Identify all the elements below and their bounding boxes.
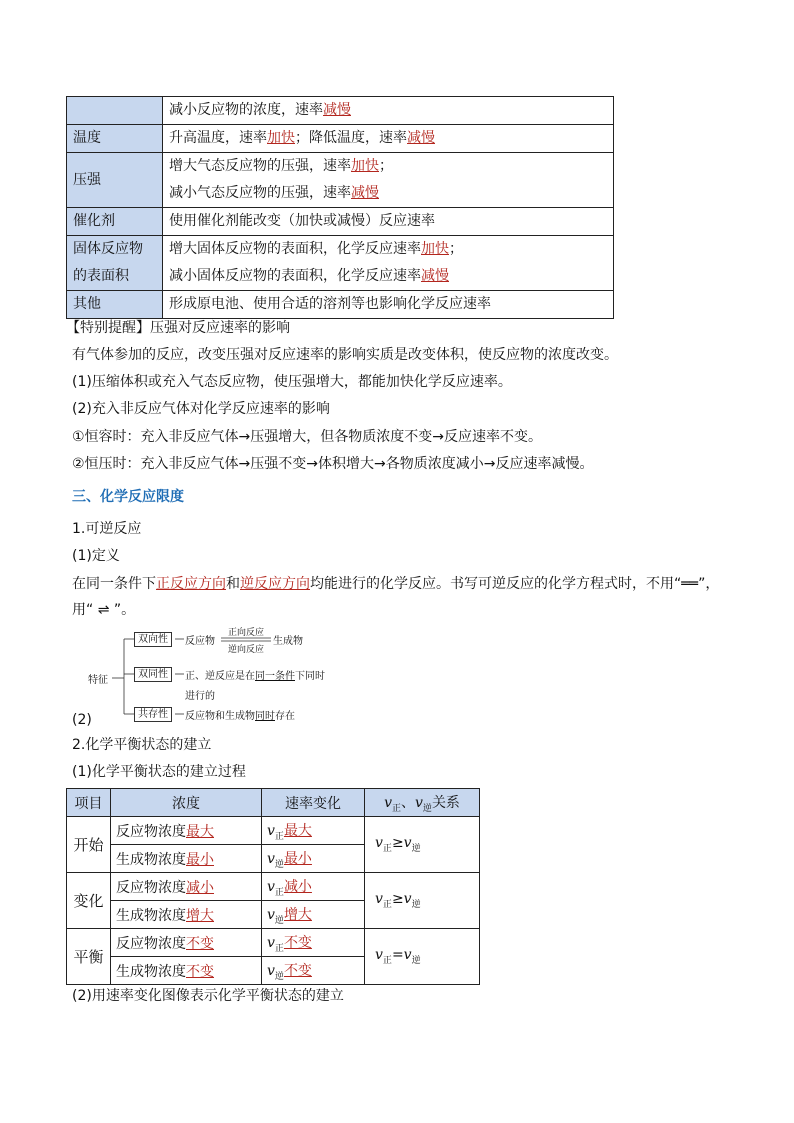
highlight-text: 不变	[186, 963, 214, 980]
text-span: v	[267, 878, 275, 895]
diagram-text: 进行的	[185, 691, 215, 702]
text-span: v	[403, 835, 412, 852]
concentration-cell	[111, 873, 262, 901]
text-span: 逆	[411, 955, 421, 966]
table-row	[67, 236, 614, 291]
highlight-text: 不变	[186, 935, 214, 952]
stage-cell: 变化	[67, 873, 111, 929]
rate-cell	[262, 817, 365, 845]
table-row	[67, 873, 480, 901]
text-span: 正	[274, 943, 284, 954]
highlight-text: 最大	[186, 823, 214, 840]
row-head: 压强	[67, 153, 163, 208]
cell-text: ；	[449, 241, 463, 257]
text-span: 逆	[274, 859, 284, 870]
factor-table	[66, 96, 614, 319]
reminder-paragraph: (2)充入非反应气体对化学反应速率的影响	[72, 401, 330, 417]
text-span: 下同时	[295, 671, 325, 682]
text-span: v	[267, 822, 275, 839]
row-head: 温度	[67, 125, 163, 153]
concentration-cell	[111, 929, 262, 957]
relation-cell	[365, 929, 480, 985]
row-head	[67, 97, 163, 125]
cell-text: 减小反应物的浓度，速率	[169, 102, 323, 118]
cell-text: 增大气态反应物的压强，速率	[169, 158, 351, 174]
text-span: 正	[382, 843, 392, 854]
text-span: 均能进行的化学反应。书写可逆反应的化学方程式时，不用“══”，	[310, 576, 720, 592]
text-span: 存在	[275, 711, 295, 722]
subheading: (1)化学平衡状态的建立过程	[72, 764, 246, 780]
row-content	[163, 153, 614, 208]
row-content	[163, 97, 614, 125]
relation-cell	[365, 873, 480, 929]
definition-text	[72, 574, 719, 594]
header-cell: 项目	[67, 789, 111, 817]
text-span: 反应物浓度	[116, 935, 186, 952]
section-heading: 三、化学反应限度	[72, 489, 184, 505]
table-row	[67, 817, 480, 845]
text-span: 生成物浓度	[116, 963, 186, 980]
highlight-text: 减小	[186, 879, 214, 896]
cell-text: ；	[379, 158, 393, 174]
text-span: 反应物浓度	[116, 879, 186, 896]
table-header-row	[67, 789, 480, 817]
row-content: 形成原电池、使用合适的溶剂等也影响化学反应速率	[163, 291, 614, 319]
text-span: 同一条件	[255, 671, 295, 682]
rate-cell	[262, 901, 365, 929]
cell-text: 升高温度，速率	[169, 130, 267, 146]
diagram-root: 特征	[88, 675, 108, 686]
text-span: 逆	[422, 803, 432, 814]
diagram-text	[185, 707, 295, 722]
text-span: 反应物和生成物	[185, 711, 255, 722]
row-content	[163, 125, 614, 153]
text-span: 正	[382, 955, 392, 966]
text-span: 同时	[255, 711, 275, 722]
equilibrium-table	[66, 788, 480, 985]
row-head: 其他	[67, 291, 163, 319]
text-span: 在同一条件下	[72, 576, 156, 592]
highlight-text: 逆反应方向	[240, 576, 310, 592]
table-row	[67, 291, 614, 319]
reminder-paragraph: ②恒压时：充入非反应气体→压强不变→体积增大→各物质浓度减小→反应速率减慢。	[72, 456, 594, 472]
diagram-text: 生成物	[273, 636, 303, 647]
row-head: 催化剂	[67, 208, 163, 236]
item-label: (2)	[72, 712, 92, 728]
text-span: 关系	[431, 794, 460, 811]
reminder-paragraph: (1)压缩体积或充入气态反应物，使压强增大，都能加快化学反应速率。	[72, 374, 512, 390]
text-span: v	[415, 794, 423, 811]
text-span: 生成物浓度	[116, 907, 186, 924]
header-cell: 速率变化	[262, 789, 365, 817]
highlight-text: 最小	[186, 851, 214, 868]
highlight-text: 减慢	[421, 268, 449, 284]
concentration-cell	[111, 901, 262, 929]
text-span: v	[375, 891, 383, 908]
highlight-text: 增大	[283, 906, 312, 923]
text-span: 逆	[274, 915, 284, 926]
highlight-text: 增大	[186, 907, 214, 924]
text-span: ≥	[391, 835, 404, 852]
text-span: 、	[401, 794, 415, 811]
reminder-paragraph: ①恒容时：充入非反应气体→压强增大，但各物质浓度不变→反应速率不变。	[72, 429, 543, 445]
table-row	[67, 153, 614, 208]
highlight-text: 减小	[283, 878, 312, 895]
definition-text: 用“ ⇌ ”。	[72, 602, 136, 618]
diagram-text: 逆向反应	[228, 645, 265, 655]
text-span: 正	[274, 831, 284, 842]
diagram-box: 双向性	[134, 632, 172, 647]
text-span: v	[267, 906, 275, 923]
highlight-text: 正反应方向	[156, 576, 226, 592]
text-span: 正	[391, 803, 401, 814]
cell-text: 增大固体反应物的表面积，化学反应速率	[169, 241, 421, 257]
text-span: v	[267, 962, 275, 979]
highlight-text: 不变	[283, 934, 312, 951]
highlight-text: 减慢	[323, 102, 351, 118]
subheading: 2.化学平衡状态的建立	[72, 737, 212, 753]
header-cell: 浓度	[111, 789, 262, 817]
text-span: v	[403, 891, 412, 908]
highlight-text: 不变	[283, 962, 312, 979]
table-row	[67, 208, 614, 236]
row-head: 固体反应物的表面积	[67, 236, 163, 291]
text-span: 正	[274, 887, 284, 898]
subheading: 1.可逆反应	[72, 521, 142, 537]
stage-cell: 平衡	[67, 929, 111, 985]
table-row	[67, 929, 480, 957]
diagram-text: 正向反应	[228, 628, 265, 638]
row-content: 使用催化剂能改变（加快或减慢）反应速率	[163, 208, 614, 236]
diagram-box: 双同性	[134, 667, 172, 682]
text-span: v	[375, 947, 383, 964]
text-span: v	[375, 835, 383, 852]
text-span: v	[403, 947, 412, 964]
text-span: v	[267, 850, 275, 867]
text-span: 和	[226, 576, 240, 592]
concentration-cell	[111, 845, 262, 873]
cell-text: 减小气态反应物的压强，速率	[169, 185, 351, 201]
text-span: ≥	[391, 891, 404, 908]
text-span: 逆	[411, 899, 421, 910]
table-row	[67, 125, 614, 153]
text-span: 反应物浓度	[116, 823, 186, 840]
text-span: 逆	[274, 971, 284, 982]
table-row	[67, 97, 614, 125]
highlight-text: 加快	[421, 241, 449, 257]
diagram-text	[185, 667, 325, 682]
text-span: v	[267, 934, 275, 951]
highlight-text: 最小	[283, 850, 312, 867]
row-content	[163, 236, 614, 291]
reminder-paragraph: 有气体参加的反应，改变压强对反应速率的影响实质是改变体积，使反应物的浓度改变。	[72, 347, 618, 363]
text-span: v	[384, 794, 392, 811]
highlight-text: 减慢	[407, 130, 435, 146]
diagram-box: 共存性	[134, 707, 172, 722]
rate-cell	[262, 957, 365, 985]
highlight-text: 最大	[283, 822, 312, 839]
text-span: 逆	[411, 843, 421, 854]
subheading: (2)用速率变化图像表示化学平衡状态的建立	[72, 988, 344, 1004]
text-span: =	[391, 947, 404, 964]
subheading: (1)定义	[72, 548, 120, 564]
text-span: 正、逆反应是在	[185, 671, 255, 682]
cell-text: ；降低温度，速率	[295, 130, 407, 146]
highlight-text: 减慢	[351, 185, 379, 201]
stage-cell: 开始	[67, 817, 111, 873]
rate-cell	[262, 873, 365, 901]
relation-cell	[365, 817, 480, 873]
text-span: 正	[382, 899, 392, 910]
rate-cell	[262, 845, 365, 873]
highlight-text: 加快	[351, 158, 379, 174]
reminder-title: 【特别提醒】压强对反应速率的影响	[66, 320, 290, 336]
characteristics-diagram	[88, 628, 378, 723]
header-cell	[365, 789, 480, 817]
cell-text: 减小固体反应物的表面积，化学反应速率	[169, 268, 421, 284]
concentration-cell	[111, 817, 262, 845]
text-span: 生成物浓度	[116, 851, 186, 868]
rate-cell	[262, 929, 365, 957]
highlight-text: 加快	[267, 130, 295, 146]
diagram-text: 反应物	[185, 636, 215, 647]
concentration-cell	[111, 957, 262, 985]
